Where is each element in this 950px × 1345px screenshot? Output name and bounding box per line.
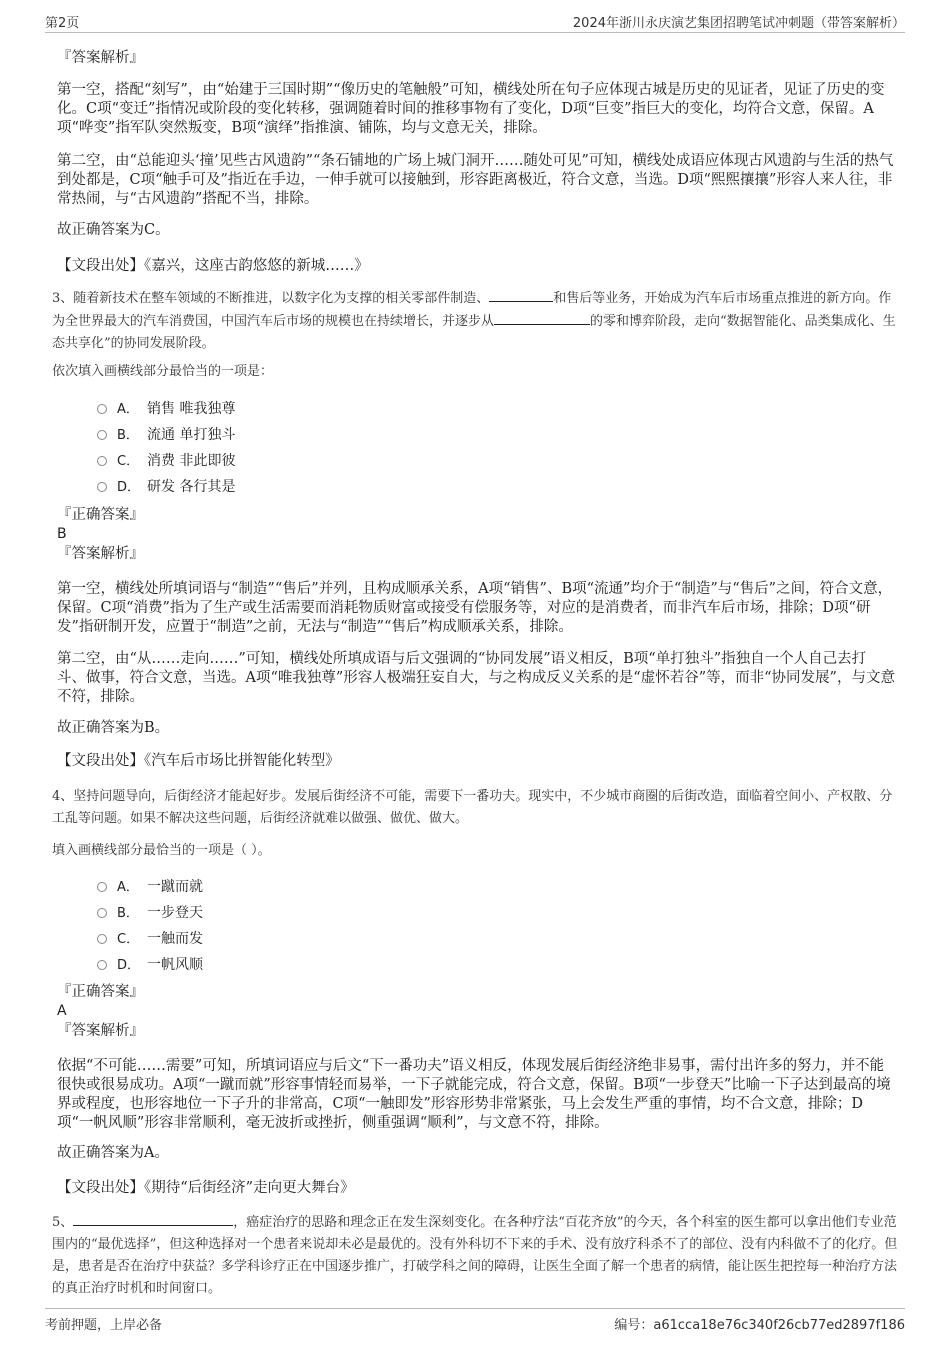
q3-answer: B — [57, 526, 67, 542]
radio-icon[interactable] — [97, 908, 107, 918]
page-header — [45, 10, 905, 33]
q2-conclusion: 故正确答案为C。 — [57, 222, 170, 238]
q4-option-b[interactable]: B． 一步登天 — [97, 903, 203, 924]
q3-option-a[interactable]: A． 销售 唯我独尊 — [97, 399, 235, 420]
footer-slogan: 考前押题，上岸必备 — [45, 1318, 163, 1333]
radio-icon[interactable] — [97, 960, 107, 970]
page-number: 第2页 — [45, 16, 80, 31]
document-id: 编号：a61cca18e76c340f26cb77ed2897f186 — [614, 1318, 905, 1333]
q5-stem: 5、 ，癌症治疗的思路和理念正在发生深刻变化。在各种疗法“百花齐放”的今天，各个科室的医生都可以拿出他们专业范围内的“最优选择”，但这种选择对一个患者来说却未必是最优的。没有外科切不下来的手术、没有放疗科杀不了的部位、没有内科做不了的化疗。但是，患者是否在治疗中获益？多学科诊疗正在中国逐步推广，打破学科之间的障碍，让医生全面了解一个患者的病情，能让医生把控每一种治疗方法的真正治疗时机和时间窗口。 — [52, 1211, 900, 1300]
q4-answer-label: 『正确答案』 — [57, 984, 144, 1000]
q3-blank-1 — [489, 287, 553, 302]
q5-blank-1 — [73, 1211, 233, 1226]
q3-option-d[interactable]: D． 研发 各行其是 — [97, 477, 235, 498]
q4-answer: A — [57, 1003, 67, 1019]
q3-analysis-label: 『答案解析』 — [57, 546, 144, 562]
q3-source: 【文段出处】《汽车后市场比拼智能化转型》 — [57, 753, 340, 769]
q3-answer-label: 『正确答案』 — [57, 507, 144, 523]
q3-conclusion: 故正确答案为B。 — [57, 720, 170, 736]
q4-option-a[interactable]: A． 一蹴而就 — [97, 877, 203, 898]
q4-analysis-label: 『答案解析』 — [57, 1023, 144, 1039]
radio-icon[interactable] — [97, 456, 107, 466]
q4-option-c[interactable]: C． 一触而发 — [97, 929, 203, 950]
q2-analysis-para2: 第二空，由“总能迎头‘撞’见些古风遗韵”“条石铺地的广场上城门洞开……随处可见”可知，横线处成语应体现古风遗韵与生活的热气到处都是，C项“触手可及”指近在手边，一伸手就可以接触到，形容距离极近，符合文意，当选。D项“熙熙攘攘”形容人来人往，非常热闹，与“古风遗韵”搭配不当，排除。 — [57, 153, 894, 207]
q4-analysis-para1: 依据“不可能……需要”可知，所填词语应与后文“下一番功夫”语义相反，体现发展后街经济绝非易事，需付出许多的努力，并不能很快或很易成功。A项“一蹴而就”形容事情轻而易举，一下子就能完成，符合文意，保留。B项“一步登天”比喻一下子达到最高的境界或程度，也形容地位一下子升的非常高，C项“一触即发”形容形势非常紧张，马上会发生严重的事情，均不合文意，排除；D项“一帆风顺”形容非常顺利，毫无波折或挫折，侧重强调“顺利”，与文意不符，排除。 — [57, 1058, 891, 1131]
q4-stem: 4、坚持问题导向，后街经济才能起好步。发展后街经济不可能，需要下一番功夫。现实中，不少城市商圈的后街改造，面临着空间小、产权散、分工乱等问题。如果不解决这些问题，后街经济就难以做强、做优、做大。 — [52, 789, 893, 826]
q3-option-c[interactable]: C． 消费 非此即彼 — [97, 451, 235, 472]
q2-analysis-label: 『答案解析』 — [57, 50, 144, 66]
radio-icon[interactable] — [97, 404, 107, 414]
q3-prompt: 依次填入画横线部分最恰当的一项是： — [52, 364, 274, 379]
radio-icon[interactable] — [97, 482, 107, 492]
q4-source: 【文段出处】《期待“后街经济”走向更大舞台》 — [57, 1180, 355, 1196]
q4-conclusion: 故正确答案为A。 — [57, 1145, 169, 1161]
q3-blank-2 — [494, 310, 590, 325]
q3-stem: 3、随着新技术在整车领域的不断推进，以数字化为支撑的相关零部件制造、 和售后等业务，开始成为汽车后市场重点推进的新方向。作为全世界最大的汽车消费国，中国汽车后市场的规模也在持续增长，并逐步从 的零和博弈阶段，走向“数据智能化、品类集成化、生态共享化”的协同发展阶段。 — [52, 287, 900, 355]
q3-analysis-para2: 第二空，由“从……走向……”可知，横线处所填成语与后文强调的“协同发展”语义相反，B项“单打独斗”指独自一个人自己去打斗、做事，符合文意，当选。A项“唯我独尊”形容人极端狂妄自大，与之构成反义关系的是“虚怀若谷”等，而非“协同发展”，与文意不符，排除。 — [57, 651, 895, 705]
radio-icon[interactable] — [97, 430, 107, 440]
q3-option-b[interactable]: B． 流通 单打独斗 — [97, 425, 235, 446]
q3-analysis-para1: 第一空，横线处所填词语与“制造”“售后”并列，且构成顺承关系，A项“销售”、B项“流通”均介于“制造”与“售后”之间，符合文意，保留。C项“消费”指为了生产或生活需要而消耗物质财富或接受有偿服务等，对应的是消费者，而非汽车后市场，排除；D项“研发”指研制开发，应置于“制造”之前，无法与“制造”“售后”构成顺承关系，排除。 — [57, 581, 893, 635]
radio-icon[interactable] — [97, 934, 107, 944]
document-title: 2024年浙川永庆演艺集团招聘笔试冲刺题（带答案解析） — [572, 16, 905, 31]
q2-analysis-para1: 第一空，搭配“刻写”，由“始建于三国时期”“像历史的笔触般”可知，横线处所在句子应体现古城是历史的见证者，见证了历史的变化。C项“变迁”指情况或阶段的变化转移，强调随着时间的推移事物有了变化，D项“巨变”指巨大的变化，均符合文意，保留。A项“哗变”指军队突然叛变，B项“演绎”指推演、铺陈，均与文意无关，排除。 — [57, 82, 885, 136]
q2-source: 【文段出处】《嘉兴，这座古韵悠悠的新城……》 — [57, 258, 369, 274]
q4-prompt: 填入画横线部分最恰当的一项是（ ）。 — [52, 843, 271, 858]
radio-icon[interactable] — [97, 882, 107, 892]
page-footer — [45, 1308, 905, 1331]
q4-option-d[interactable]: D． 一帆风顺 — [97, 955, 203, 976]
